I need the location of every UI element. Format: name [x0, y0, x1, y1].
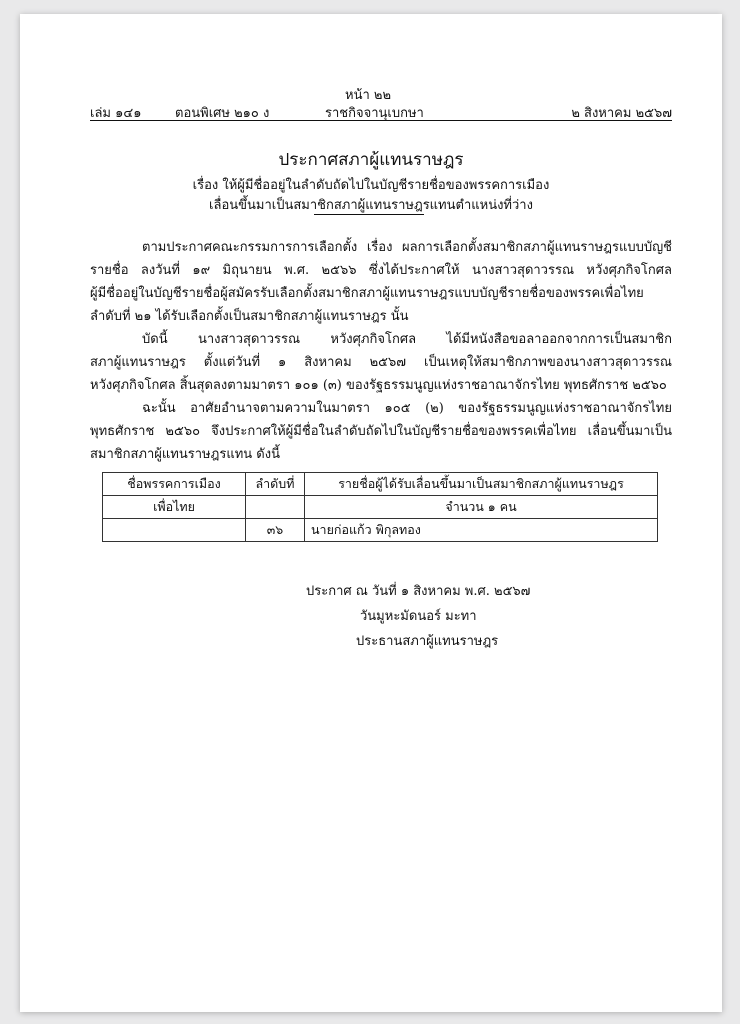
gazette-name: ราชกิจจานุเบกษา	[325, 106, 424, 121]
paragraph-line: ฉะนั้น อาศัยอำนาจตามความในมาตรา ๑๐๕ (๒) ของรัฐธรรมนูญแห่งราชอาณาจักรไทย	[142, 401, 672, 416]
candidate-rank: ๓๖	[246, 519, 305, 542]
table-header-row	[103, 473, 658, 496]
paragraph-line: บัดนี้ นางสาวสุดาวรรณ หวังศุภกิจโกศล ได้มีหนังสือขอลาออกจากการเป็นสมาชิก	[142, 332, 672, 347]
candidate-table	[102, 472, 658, 542]
paragraph-line: สภาผู้แทนราษฎร ตั้งแต่วันที่ ๑ สิงหาคม ๒๕๖๗ เป็นเหตุให้สมาชิกภาพของนางสาวสุดาวรรณ	[90, 355, 672, 370]
body-paragraph-1	[90, 236, 672, 328]
paragraph-line: ลำดับที่ ๒๑ ได้รับเลือกตั้งเป็นสมาชิกสภาผู้แทนราษฎร นั้น	[90, 309, 409, 324]
title-divider	[314, 214, 424, 215]
party-name: เพื่อไทย	[103, 496, 246, 519]
body-paragraph-2	[90, 328, 672, 397]
paragraph-line: รายชื่อ ลงวันที่ ๑๙ มิถุนายน พ.ศ. ๒๕๖๖ ซึ่งได้ประกาศให้ นางสาวสุดาวรรณ หวังศุภกิจโกศล	[90, 263, 672, 278]
empty-cell	[103, 519, 246, 542]
announcement-subject-line-1: เรื่อง ให้ผู้มีชื่ออยู่ในลำดับถัดไปในบัญชีรายชื่อของพรรคการเมือง	[192, 178, 550, 193]
table-row	[103, 519, 658, 542]
candidate-name: นายก่อแก้ว พิกุลทอง	[305, 519, 658, 542]
paragraph-line: ตามประกาศคณะกรรมการการเลือกตั้ง เรื่อง ผลการเลือกตั้งสมาชิกสภาผู้แทนราษฎรแบบบัญชี	[142, 240, 672, 255]
signer-title: ประธานสภาผู้แทนราษฎร	[356, 634, 499, 649]
header-candidate: รายชื่อผู้ได้รับเลื่อนขึ้นมาเป็นสมาชิกสภาผู้แทนราษฎร	[305, 473, 658, 496]
gazette-date: ๒ สิงหาคม ๒๕๖๗	[571, 106, 672, 121]
page-number: หน้า ๒๒	[345, 88, 392, 103]
paragraph-line: พุทธศักราช ๒๕๖๐ จึงประกาศให้ผู้มีชื่อในลำดับถัดไปในบัญชีรายชื่อของพรรคเพื่อไทย เลื่อนขึ้นมาเป็น	[90, 424, 672, 439]
gazette-page	[20, 14, 722, 1012]
paragraph-line: สมาชิกสภาผู้แทนราษฎรแทน ดังนี้	[90, 447, 280, 462]
candidate-count: จำนวน ๑ คน	[305, 496, 658, 519]
announcement-date: ประกาศ ณ วันที่ ๑ สิงหาคม พ.ศ. ๒๕๖๗	[306, 584, 531, 599]
paragraph-line: ผู้มีชื่ออยู่ในบัญชีรายชื่อผู้สมัครรับเลือกตั้งสมาชิกสภาผู้แทนราษฎรแบบบัญชีรายชื่อของพรรคเพื่อไทย	[90, 286, 644, 301]
signer-name: วันมูหะมัดนอร์ มะทา	[360, 609, 477, 624]
empty-cell	[246, 496, 305, 519]
volume-number: เล่ม ๑๔๑	[90, 106, 142, 121]
announcement-title: ประกาศสภาผู้แทนราษฎร	[278, 150, 464, 170]
body-paragraph-3	[90, 397, 672, 466]
paragraph-line: หวังศุภกิจโกศล สิ้นสุดลงตามมาตรา ๑๐๑ (๓) ของรัฐธรรมนูญแห่งราชอาณาจักรไทย พุทธศักราช ๒๕๖๐	[90, 378, 667, 393]
announcement-subject-line-2: เลื่อนขึ้นมาเป็นสมาชิกสภาผู้แทนราษฎรแทนตำแหน่งที่ว่าง	[209, 198, 533, 213]
header-party: ชื่อพรรคการเมือง	[103, 473, 246, 496]
section-number: ตอนพิเศษ ๒๑๐ ง	[175, 106, 270, 121]
header-rule	[90, 120, 672, 121]
header-rank: ลำดับที่	[246, 473, 305, 496]
table-row	[103, 496, 658, 519]
